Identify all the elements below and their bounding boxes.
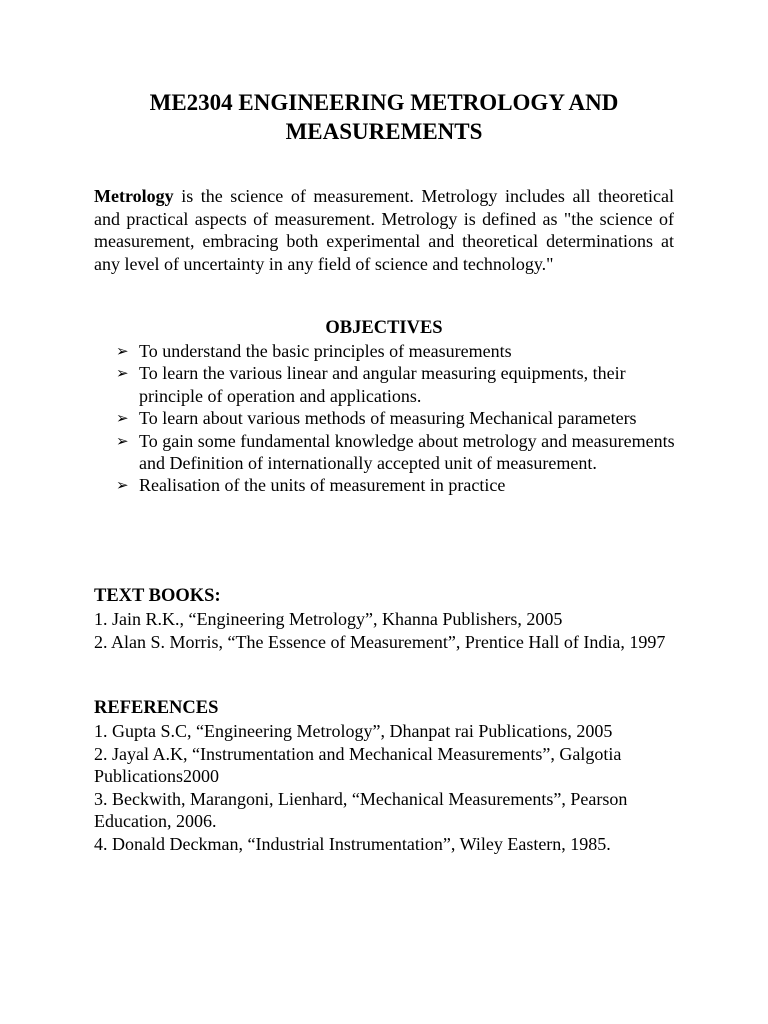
arrow-bullet-icon: ➢ [116,431,129,450]
objective-text: To understand the basic principles of measurements [139,341,512,361]
list-item [116,474,676,496]
list-item [116,340,676,362]
intro-paragraph [94,185,674,275]
objectives-list [116,340,676,497]
list-item [116,430,676,475]
reference-item: 3. Beckwith, Marangoni, Lienhard, “Mechanical Measurements”, Pearson Education, 2006. [94,788,628,832]
reference-item: 1. Gupta S.C, “Engineering Metrology”, Dhanpat rai Publications, 2005 [94,721,613,741]
reference-item: 2. Jayal A.K, “Instrumentation and Mechanical Measurements”, Galgotia Publications2000 [94,743,622,787]
arrow-bullet-icon: ➢ [116,409,129,428]
objective-text: Realisation of the units of measurement in practice [139,475,506,496]
page-title-line-2: MEASUREMENTS [285,119,483,144]
objective-text: To gain some fundamental knowledge about metrology and measurements and Definition of internationally accepted unit of measurement. [139,430,675,474]
page-title-line-1: ME2304 ENGINEERING METROLOGY AND [149,90,619,115]
list-item [116,362,676,407]
references-list [94,720,694,856]
references-heading: REFERENCES [94,698,219,718]
arrow-bullet-icon: ➢ [116,364,129,383]
intro-term: Metrology [94,186,174,206]
objective-text: To learn about various methods of measuring Mechanical parameters [139,408,637,429]
text-book-item: 1. Jain R.K., “Engineering Metrology”, Khanna Publishers, 2005 [94,609,563,629]
text-book-item: 2. Alan S. Morris, “The Essence of Measurement”, Prentice Hall of India, 1997 [94,631,666,652]
reference-item: 4. Donald Deckman, “Industrial Instrumentation”, Wiley Eastern, 1985. [94,833,611,854]
text-books-heading: TEXT BOOKS: [94,586,221,606]
text-books-list [94,608,694,653]
arrow-bullet-icon: ➢ [116,342,129,360]
objective-text: To learn the various linear and angular measuring equipments, their principle of operation and applications. [139,363,626,406]
list-item [116,407,676,429]
intro-text: is the science of measurement. Metrology includes all theoretical and practical aspects of measurement. Metrology is defined as "the science of measurement, embracing both experimental and theoretical determinations at any level of uncertainty in any field of science and technology." [94,186,674,274]
arrow-bullet-icon: ➢ [116,476,129,495]
objectives-heading: OBJECTIVES [325,318,443,338]
